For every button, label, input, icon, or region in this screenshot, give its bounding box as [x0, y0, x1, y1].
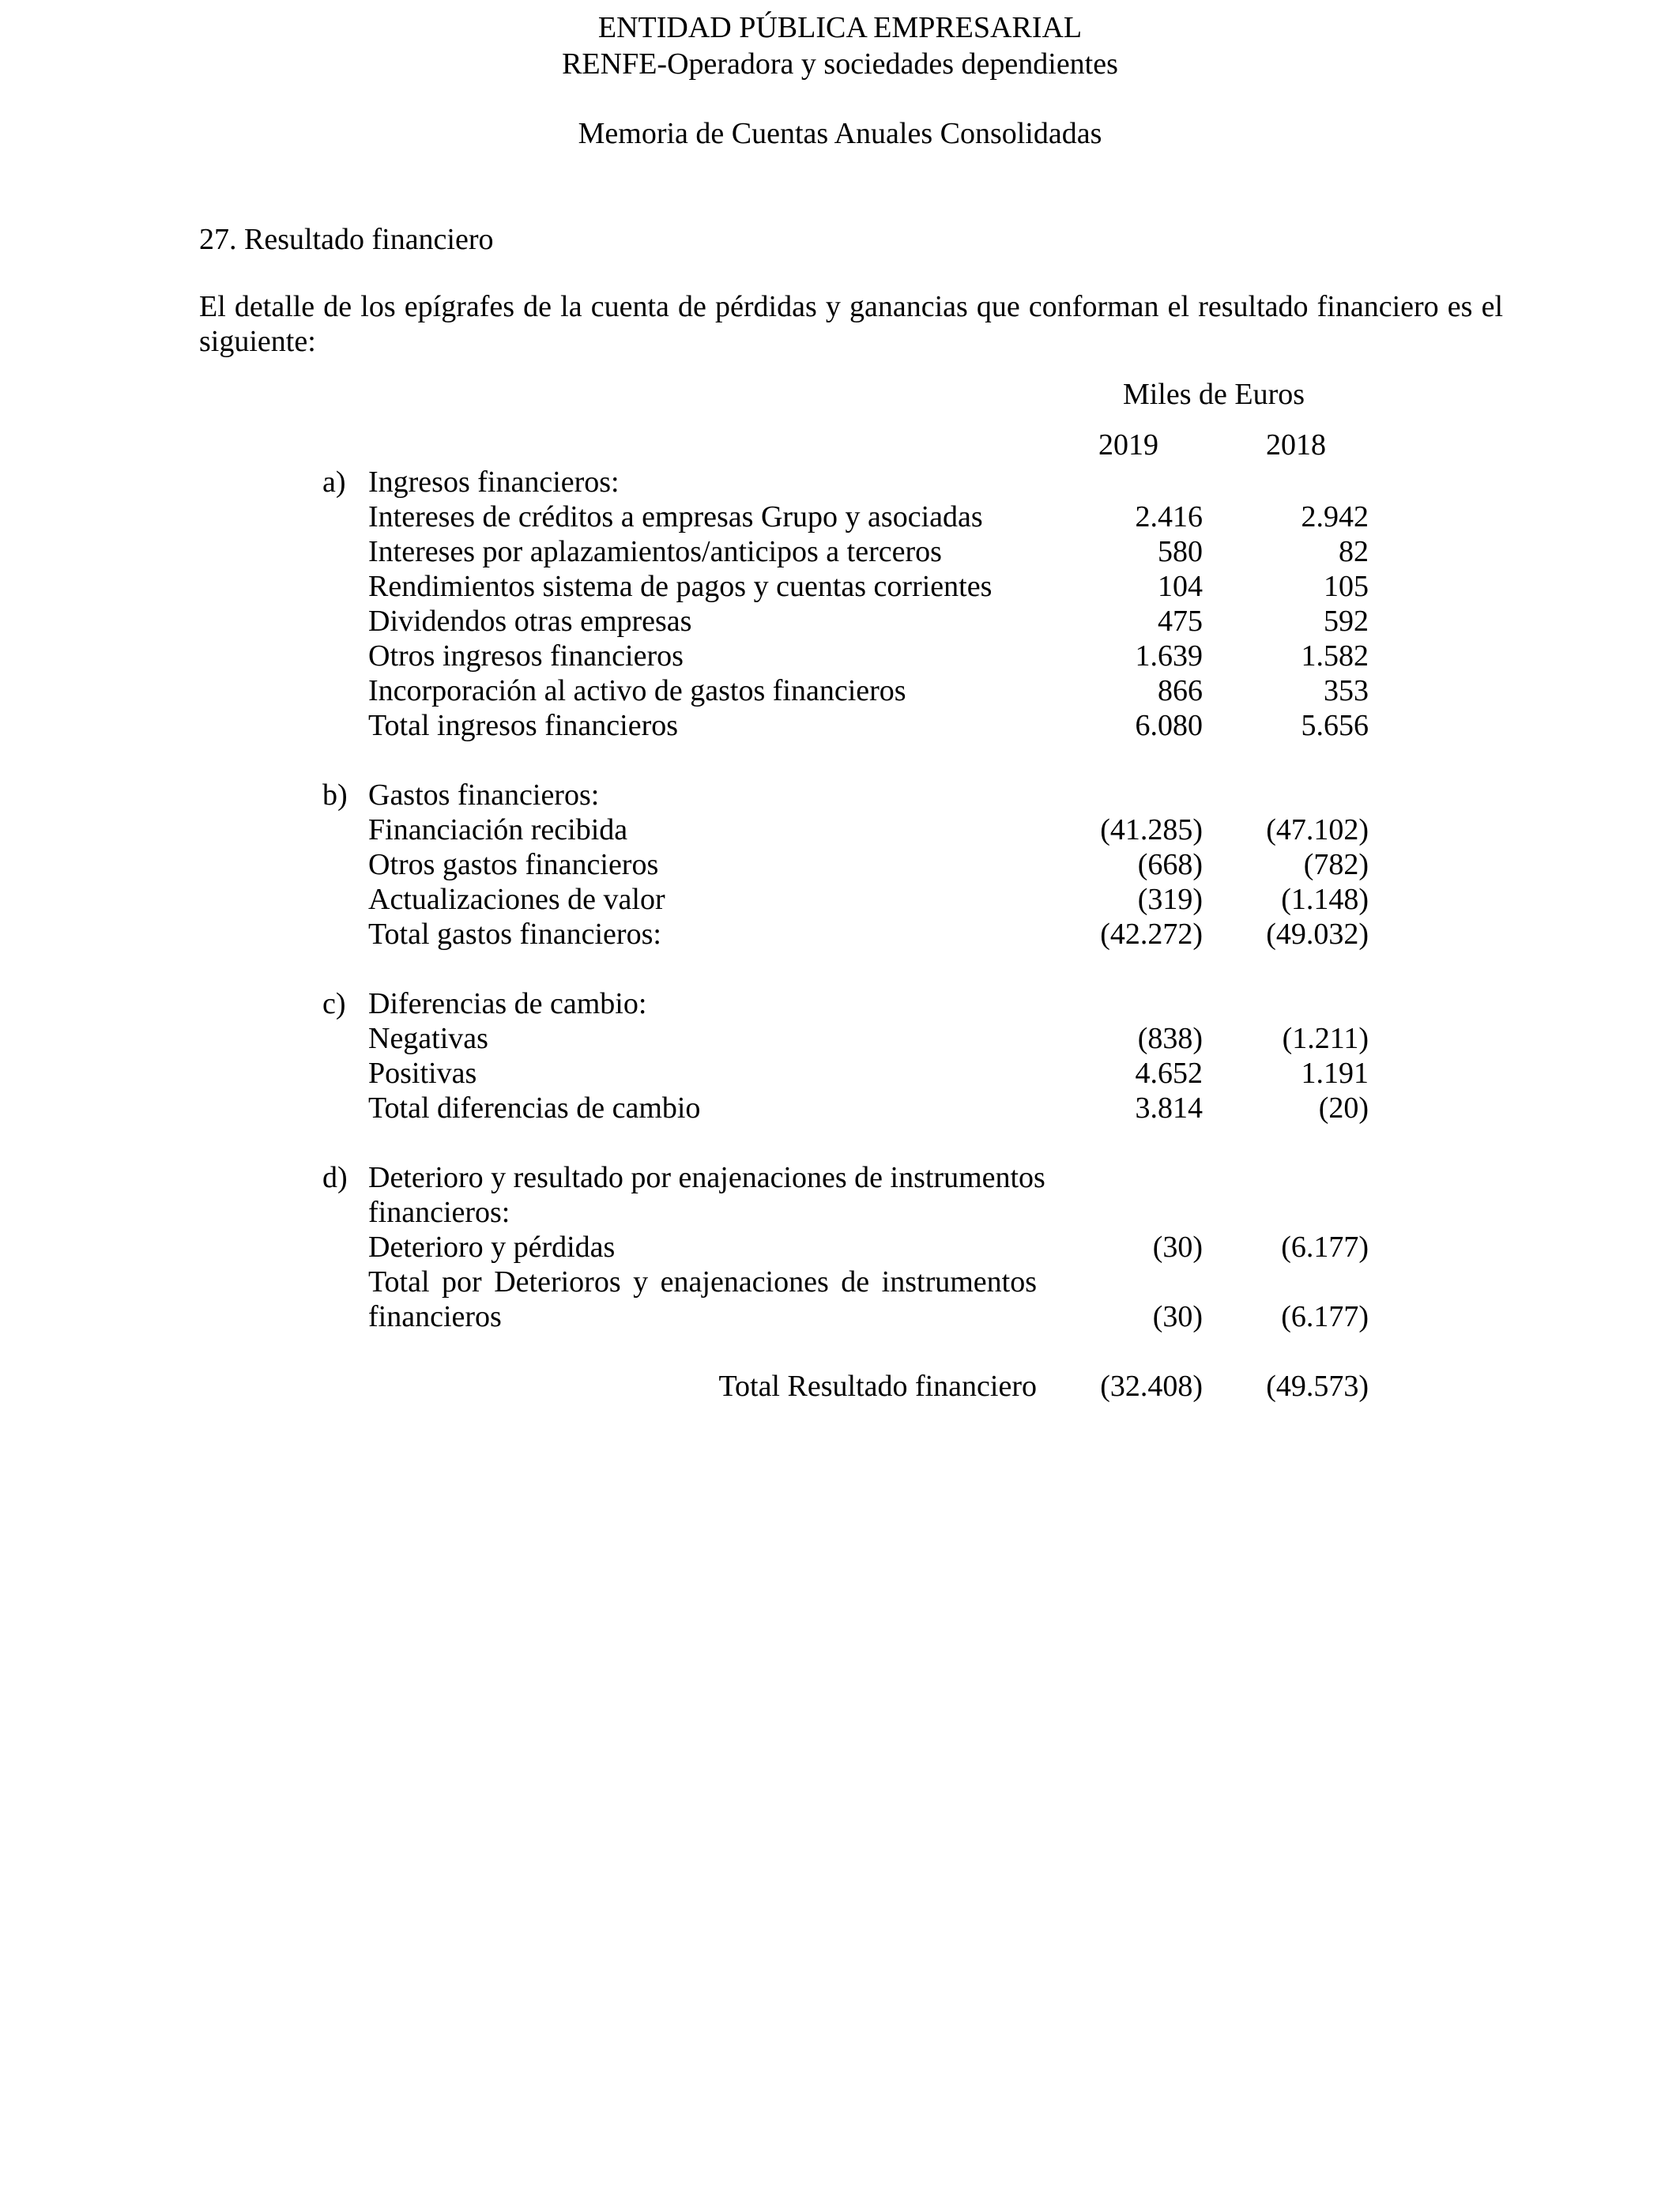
grand-total-2019: (32.408): [1100, 1370, 1203, 1403]
table-row: [0, 1056, 1680, 1091]
grand-total-row: [0, 1369, 1680, 1404]
table-row: [0, 812, 1680, 847]
value-2019: 4.652: [1135, 1057, 1203, 1090]
table-row: [0, 1021, 1680, 1056]
value-2018: 105: [1324, 570, 1369, 603]
value-2019: 1.639: [1135, 639, 1203, 673]
row-label: Intereses por aplazamientos/anticipos a terceros: [368, 535, 942, 568]
value-2018: (49.032): [1266, 918, 1369, 951]
table-row: [0, 569, 1680, 604]
group-heading-deterioro: [0, 1160, 1680, 1195]
unit-header: Miles de Euros: [1122, 378, 1305, 411]
table-row: [0, 1230, 1680, 1265]
value-2018: 82: [1339, 535, 1369, 568]
group-heading-diferencias: [0, 986, 1680, 1021]
group-letter: a): [322, 466, 346, 499]
value-2018: (1.211): [1282, 1022, 1369, 1055]
value-2018: (20): [1318, 1091, 1369, 1125]
table-row-total: [0, 1299, 1680, 1334]
group-heading-gastos: [0, 778, 1680, 812]
group-letter: c): [322, 987, 346, 1020]
header-company: RENFE-Operadora y sociedades dependientes: [562, 47, 1118, 81]
group-letter: b): [322, 778, 348, 812]
header-entity: ENTIDAD PÚBLICA EMPRESARIAL: [597, 11, 1083, 44]
value-2019: (319): [1137, 883, 1203, 916]
table-row: [0, 639, 1680, 673]
row-label: Total por Deterioros y enajenaciones de instrumentos: [368, 1265, 1037, 1299]
row-label: Financiación recibida: [368, 813, 628, 846]
row-label: Rendimientos sistema de pagos y cuentas corrientes: [368, 570, 993, 603]
table-row: [0, 534, 1680, 569]
row-label: Actualizaciones de valor: [368, 883, 665, 916]
value-2019: 866: [1158, 674, 1203, 707]
table-row-total: [0, 1091, 1680, 1125]
value-2018: 2.942: [1301, 500, 1369, 533]
table-row: [0, 882, 1680, 917]
year-header-2019: 2019: [1098, 428, 1158, 462]
value-2019: (838): [1137, 1022, 1203, 1055]
value-2018: (6.177): [1281, 1300, 1369, 1333]
table-row-total-line1: [0, 1265, 1680, 1299]
value-2019: 6.080: [1135, 709, 1203, 742]
group-heading-deterioro-continued: [0, 1195, 1680, 1230]
value-2019: 3.814: [1135, 1091, 1203, 1125]
group-title: Ingresos financieros:: [368, 466, 620, 499]
row-label: Positivas: [368, 1057, 477, 1090]
row-label: Negativas: [368, 1022, 488, 1055]
group-letter: d): [322, 1161, 348, 1194]
row-label: Total gastos financieros:: [368, 918, 661, 951]
group-title: Deterioro y resultado por enajenaciones de instrumentos: [368, 1161, 1045, 1194]
year-header-2018: 2018: [1266, 428, 1326, 462]
row-label: Incorporación al activo de gastos financieros: [368, 674, 906, 707]
row-label: Otros gastos financieros: [368, 848, 659, 881]
value-2018: 592: [1324, 605, 1369, 638]
table-row-total: [0, 708, 1680, 743]
table-row: [0, 847, 1680, 882]
value-2018: 1.191: [1301, 1057, 1369, 1090]
value-2018: (782): [1303, 848, 1369, 881]
value-2019: 580: [1158, 535, 1203, 568]
group-heading-ingresos: [0, 465, 1680, 499]
row-label: Deterioro y pérdidas: [368, 1231, 616, 1264]
value-2018: (1.148): [1281, 883, 1369, 916]
value-2019: (30): [1152, 1231, 1203, 1264]
value-2018: 353: [1324, 674, 1369, 707]
grand-total-label: Total Resultado financiero: [718, 1370, 1037, 1403]
value-2018: 5.656: [1301, 709, 1369, 742]
table-row: [0, 499, 1680, 534]
page-header: [0, 9, 1680, 152]
value-2019: (41.285): [1100, 813, 1203, 846]
row-label-continued: financieros: [368, 1300, 502, 1333]
header-document-title: Memoria de Cuentas Anuales Consolidadas: [578, 117, 1102, 150]
value-2019: 2.416: [1135, 500, 1203, 533]
row-label: Dividendos otras empresas: [368, 605, 692, 638]
value-2018: (47.102): [1266, 813, 1369, 846]
table-row: [0, 673, 1680, 708]
section-title: 27. Resultado financiero: [199, 223, 494, 256]
grand-total-2018: (49.573): [1266, 1370, 1369, 1403]
row-label: Total ingresos financieros: [368, 709, 679, 742]
row-label: Otros ingresos financieros: [368, 639, 684, 673]
value-2019: (668): [1137, 848, 1203, 881]
value-2019: 475: [1158, 605, 1203, 638]
group-title: Gastos financieros:: [368, 778, 600, 812]
group-title: Diferencias de cambio:: [368, 987, 647, 1020]
table-row-total: [0, 917, 1680, 952]
value-2018: 1.582: [1301, 639, 1369, 673]
group-title-continued: financieros:: [368, 1196, 510, 1229]
table-row: [0, 604, 1680, 639]
section-intro: El detalle de los epígrafes de la cuenta de pérdidas y ganancias que conforman el resultado financiero es el siguiente:: [199, 290, 1503, 358]
row-label: Total diferencias de cambio: [368, 1091, 701, 1125]
value-2019: (42.272): [1100, 918, 1203, 951]
value-2018: (6.177): [1281, 1231, 1369, 1264]
row-label: Intereses de créditos a empresas Grupo y asociadas: [368, 500, 983, 533]
value-2019: 104: [1158, 570, 1203, 603]
value-2019: (30): [1152, 1300, 1203, 1333]
